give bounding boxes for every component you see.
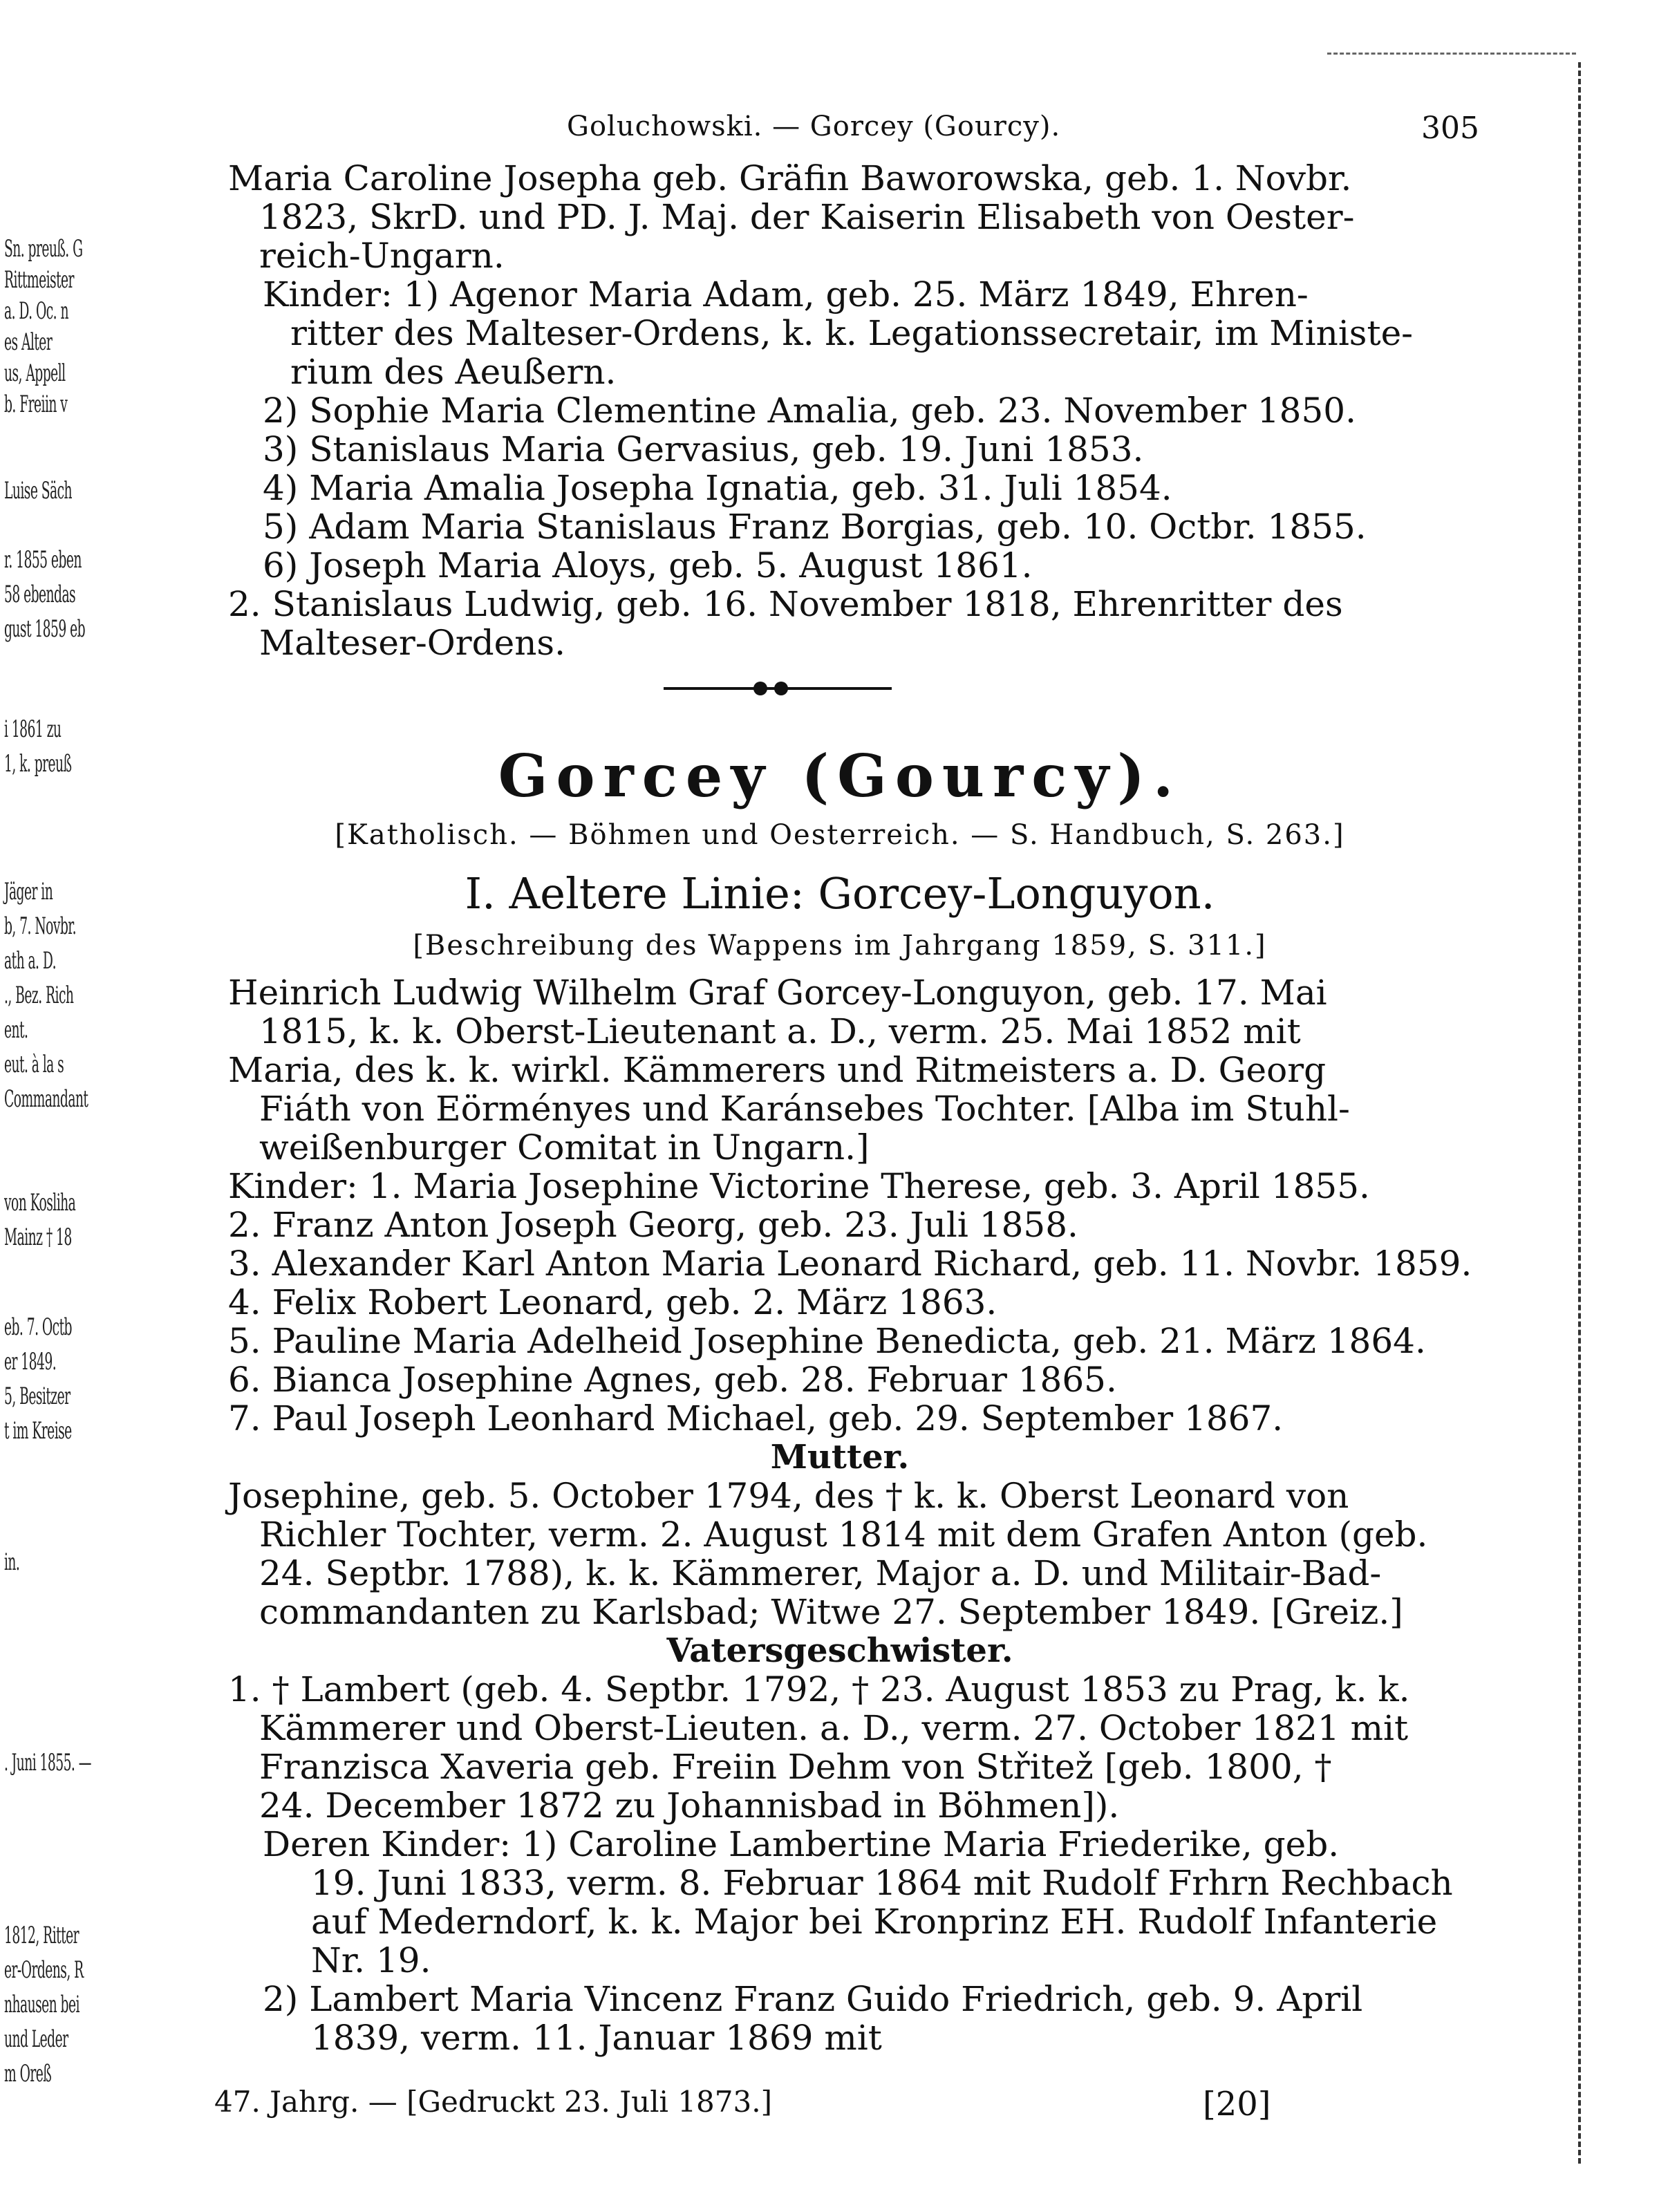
text-line: 2. Stanislaus Ludwig, geb. 16. November 1818, Ehrenritter des <box>228 584 1343 624</box>
running-title: Goluchowski. — Gorcey (Gourcy). <box>567 111 1061 142</box>
text-line: 2) Sophie Maria Clementine Amalia, geb. 23. November 1850. <box>263 391 1357 431</box>
text-line: Josephine, geb. 5. October 1794, des † k. k. Oberst Leonard von <box>228 1476 1349 1516</box>
bleed-line: b, 7. Novbr. <box>4 912 77 940</box>
text-line: 4) Maria Amalia Josepha Ignatia, geb. 31. Juli 1854. <box>263 468 1172 508</box>
bleed-line: r. 1855 eben <box>4 546 82 574</box>
text-line: reich-Ungarn. <box>259 236 505 276</box>
text-line: Maria, des k. k. wirkl. Kämmerers und Ritmeisters a. D. Georg <box>228 1050 1327 1090</box>
text-line: Maria Caroline Josepha geb. Gräfin Baworowska, geb. 1. Novbr. <box>228 158 1352 198</box>
divider-dot <box>753 682 767 695</box>
line-heading: I. Aeltere Linie: Gorcey-Longuyon. <box>465 868 1215 919</box>
bleed-line: 1, k. preuß <box>4 750 72 778</box>
text-line: 24. Septbr. 1788), k. k. Kämmerer, Major a. D. und Militair-Bad- <box>259 1553 1382 1593</box>
text-line: 1. † Lambert (geb. 4. Septbr. 1792, † 23. August 1853 zu Prag, k. k. <box>228 1669 1410 1709</box>
bleed-line: m Oreß <box>4 2060 52 2088</box>
text-line: 6. Bianca Josephine Agnes, geb. 28. Februar 1865. <box>228 1360 1117 1400</box>
text-line: 2. Franz Anton Joseph Georg, geb. 23. Juli 1858. <box>228 1205 1078 1245</box>
bleed-line: 1812, Ritter <box>4 1922 79 1949</box>
text-line: weißenburger Comitat in Ungarn.] <box>259 1127 870 1168</box>
bleed-line: er 1849. <box>4 1348 57 1376</box>
bleed-line: Commandant <box>4 1085 88 1113</box>
text-line: Kinder: 1. Maria Josephine Victorine Therese, geb. 3. April 1855. <box>228 1166 1370 1206</box>
book-page <box>207 111 1479 2133</box>
family-meta: [Katholisch. — Böhmen und Oesterreich. — S. Handbuch, S. 263.] <box>335 819 1345 851</box>
section-heading-mutter: Mutter. <box>770 1438 910 1477</box>
text-line: Franzisca Xaveria geb. Freiin Dehm von Střitež [geb. 1800, † <box>259 1747 1332 1787</box>
bleed-line: Luise Säch <box>4 477 73 505</box>
bleed-line: gust 1859 eb <box>4 615 86 643</box>
bleed-line: . Juni 1855. — <box>4 1749 91 1777</box>
bleed-line: es Alter <box>4 328 53 356</box>
text-line: 3) Stanislaus Maria Gervasius, geb. 19. Juni 1853. <box>263 429 1144 469</box>
text-line: 1839, verm. 11. Januar 1869 mit <box>311 2018 882 2058</box>
bleed-line: er-Ordens, R <box>4 1956 84 1984</box>
text-line: 24. December 1872 zu Johannisbad in Böhmen]). <box>259 1785 1120 1826</box>
text-line: 6) Joseph Maria Aloys, geb. 5. August 1861. <box>263 545 1033 585</box>
bleed-line: eb. 7. Octb <box>4 1313 72 1341</box>
bleed-line: Rittmeister <box>4 266 74 294</box>
text-line: 5) Adam Maria Stanislaus Franz Borgias, geb. 10. Octbr. 1855. <box>263 507 1367 547</box>
bleed-line: 5, Besitzer <box>4 1382 71 1410</box>
bleed-line: ., Bez. Rich <box>4 982 74 1009</box>
text-line: 1815, k. k. Oberst-Lieutenant a. D., verm. 25. Mai 1852 mit <box>259 1011 1301 1051</box>
section-heading-vatersgeschwister: Vatersgeschwister. <box>666 1631 1013 1670</box>
bleed-line: Sn. preuß. G <box>4 235 83 263</box>
text-line: Malteser-Ordens. <box>259 623 565 663</box>
blazon-reference: [Beschreibung des Wappens im Jahrgang 1859, S. 311.] <box>413 930 1267 962</box>
text-line: Nr. 19. <box>311 1940 431 1980</box>
ornament-divider <box>207 662 1472 711</box>
text-line: 1823, SkrD. und PD. J. Maj. der Kaiserin Elisabeth von Oester- <box>259 197 1355 237</box>
bleed-line: in. <box>4 1548 20 1576</box>
bleed-line: nhausen bei <box>4 1991 79 2018</box>
text-line: 5. Pauline Maria Adelheid Josephine Benedicta, geb. 21. März 1864. <box>228 1321 1426 1361</box>
bleed-line: Jäger in <box>4 878 53 906</box>
facing-page-bleed <box>0 0 124 2212</box>
text-line: Kinder: 1) Agenor Maria Adam, geb. 25. März 1849, Ehren- <box>263 274 1309 315</box>
text-line: 7. Paul Joseph Leonhard Michael, geb. 29. September 1867. <box>228 1398 1284 1438</box>
bleed-line: t im Kreise <box>4 1417 72 1445</box>
page-edge-top <box>1327 53 1576 55</box>
divider-dot <box>774 682 788 695</box>
bleed-line: a. D. Oc. n <box>4 297 68 325</box>
running-head <box>207 111 1479 159</box>
bleed-line: und Leder <box>4 2025 68 2053</box>
bleed-line: von Kosliha <box>4 1189 76 1217</box>
bleed-line: Mainz † 18 <box>4 1224 72 1251</box>
text-line: auf Mederndorf, k. k. Major bei Kronprinz EH. Rudolf Infanterie <box>311 1902 1438 1942</box>
text-line: commandanten zu Karlsbad; Witwe 27. September 1849. [Greiz.] <box>259 1592 1403 1632</box>
page-footer <box>207 2085 1472 2133</box>
text-line: 19. Juni 1833, verm. 8. Februar 1864 mit Rudolf Frhrn Rechbach <box>311 1863 1453 1903</box>
text-line: rium des Aeußern. <box>290 352 617 392</box>
text-line: Fiáth von Eörményes und Karánsebes Tochter. [Alba im Stuhl- <box>259 1089 1350 1129</box>
text-line: Kämmerer und Oberst-Lieuten. a. D., verm. 27. October 1821 mit <box>259 1708 1409 1748</box>
bleed-line: i 1861 zu <box>4 715 62 743</box>
text-line: 3. Alexander Karl Anton Maria Leonard Richard, geb. 11. Novbr. 1859. <box>228 1244 1472 1284</box>
bleed-line: ath a. D. <box>4 947 57 975</box>
family-heading: Gorcey (Gourcy). <box>498 742 1182 810</box>
text-line: Richler Tochter, verm. 2. August 1814 mit dem Grafen Anton (geb. <box>259 1515 1428 1555</box>
footer-imprint: 47. Jahrg. — [Gedruckt 23. Juli 1873.] <box>214 2085 772 2119</box>
text-line: Deren Kinder: 1) Caroline Lambertine Maria Friederike, geb. <box>263 1824 1340 1864</box>
bleed-line: b. Freiin v <box>4 391 68 418</box>
bleed-line: ent. <box>4 1016 28 1044</box>
bleed-line: 58 ebendas <box>4 581 76 608</box>
bleed-line: eut. à la s <box>4 1051 64 1078</box>
text-line: 2) Lambert Maria Vincenz Franz Guido Friedrich, geb. 9. April <box>263 1979 1363 2019</box>
text-line: Heinrich Ludwig Wilhelm Graf Gorcey-Longuyon, geb. 17. Mai <box>228 973 1327 1013</box>
text-line: ritter des Malteser-Ordens, k. k. Legationssecretair, im Ministe- <box>290 313 1414 353</box>
page-edge-rule <box>1578 62 1584 2164</box>
footer-signature: [20] <box>1203 2085 1271 2124</box>
text-line: 4. Felix Robert Leonard, geb. 2. März 1863. <box>228 1282 997 1322</box>
page-number: 305 <box>1421 111 1479 146</box>
bleed-line: us, Appell <box>4 359 66 387</box>
